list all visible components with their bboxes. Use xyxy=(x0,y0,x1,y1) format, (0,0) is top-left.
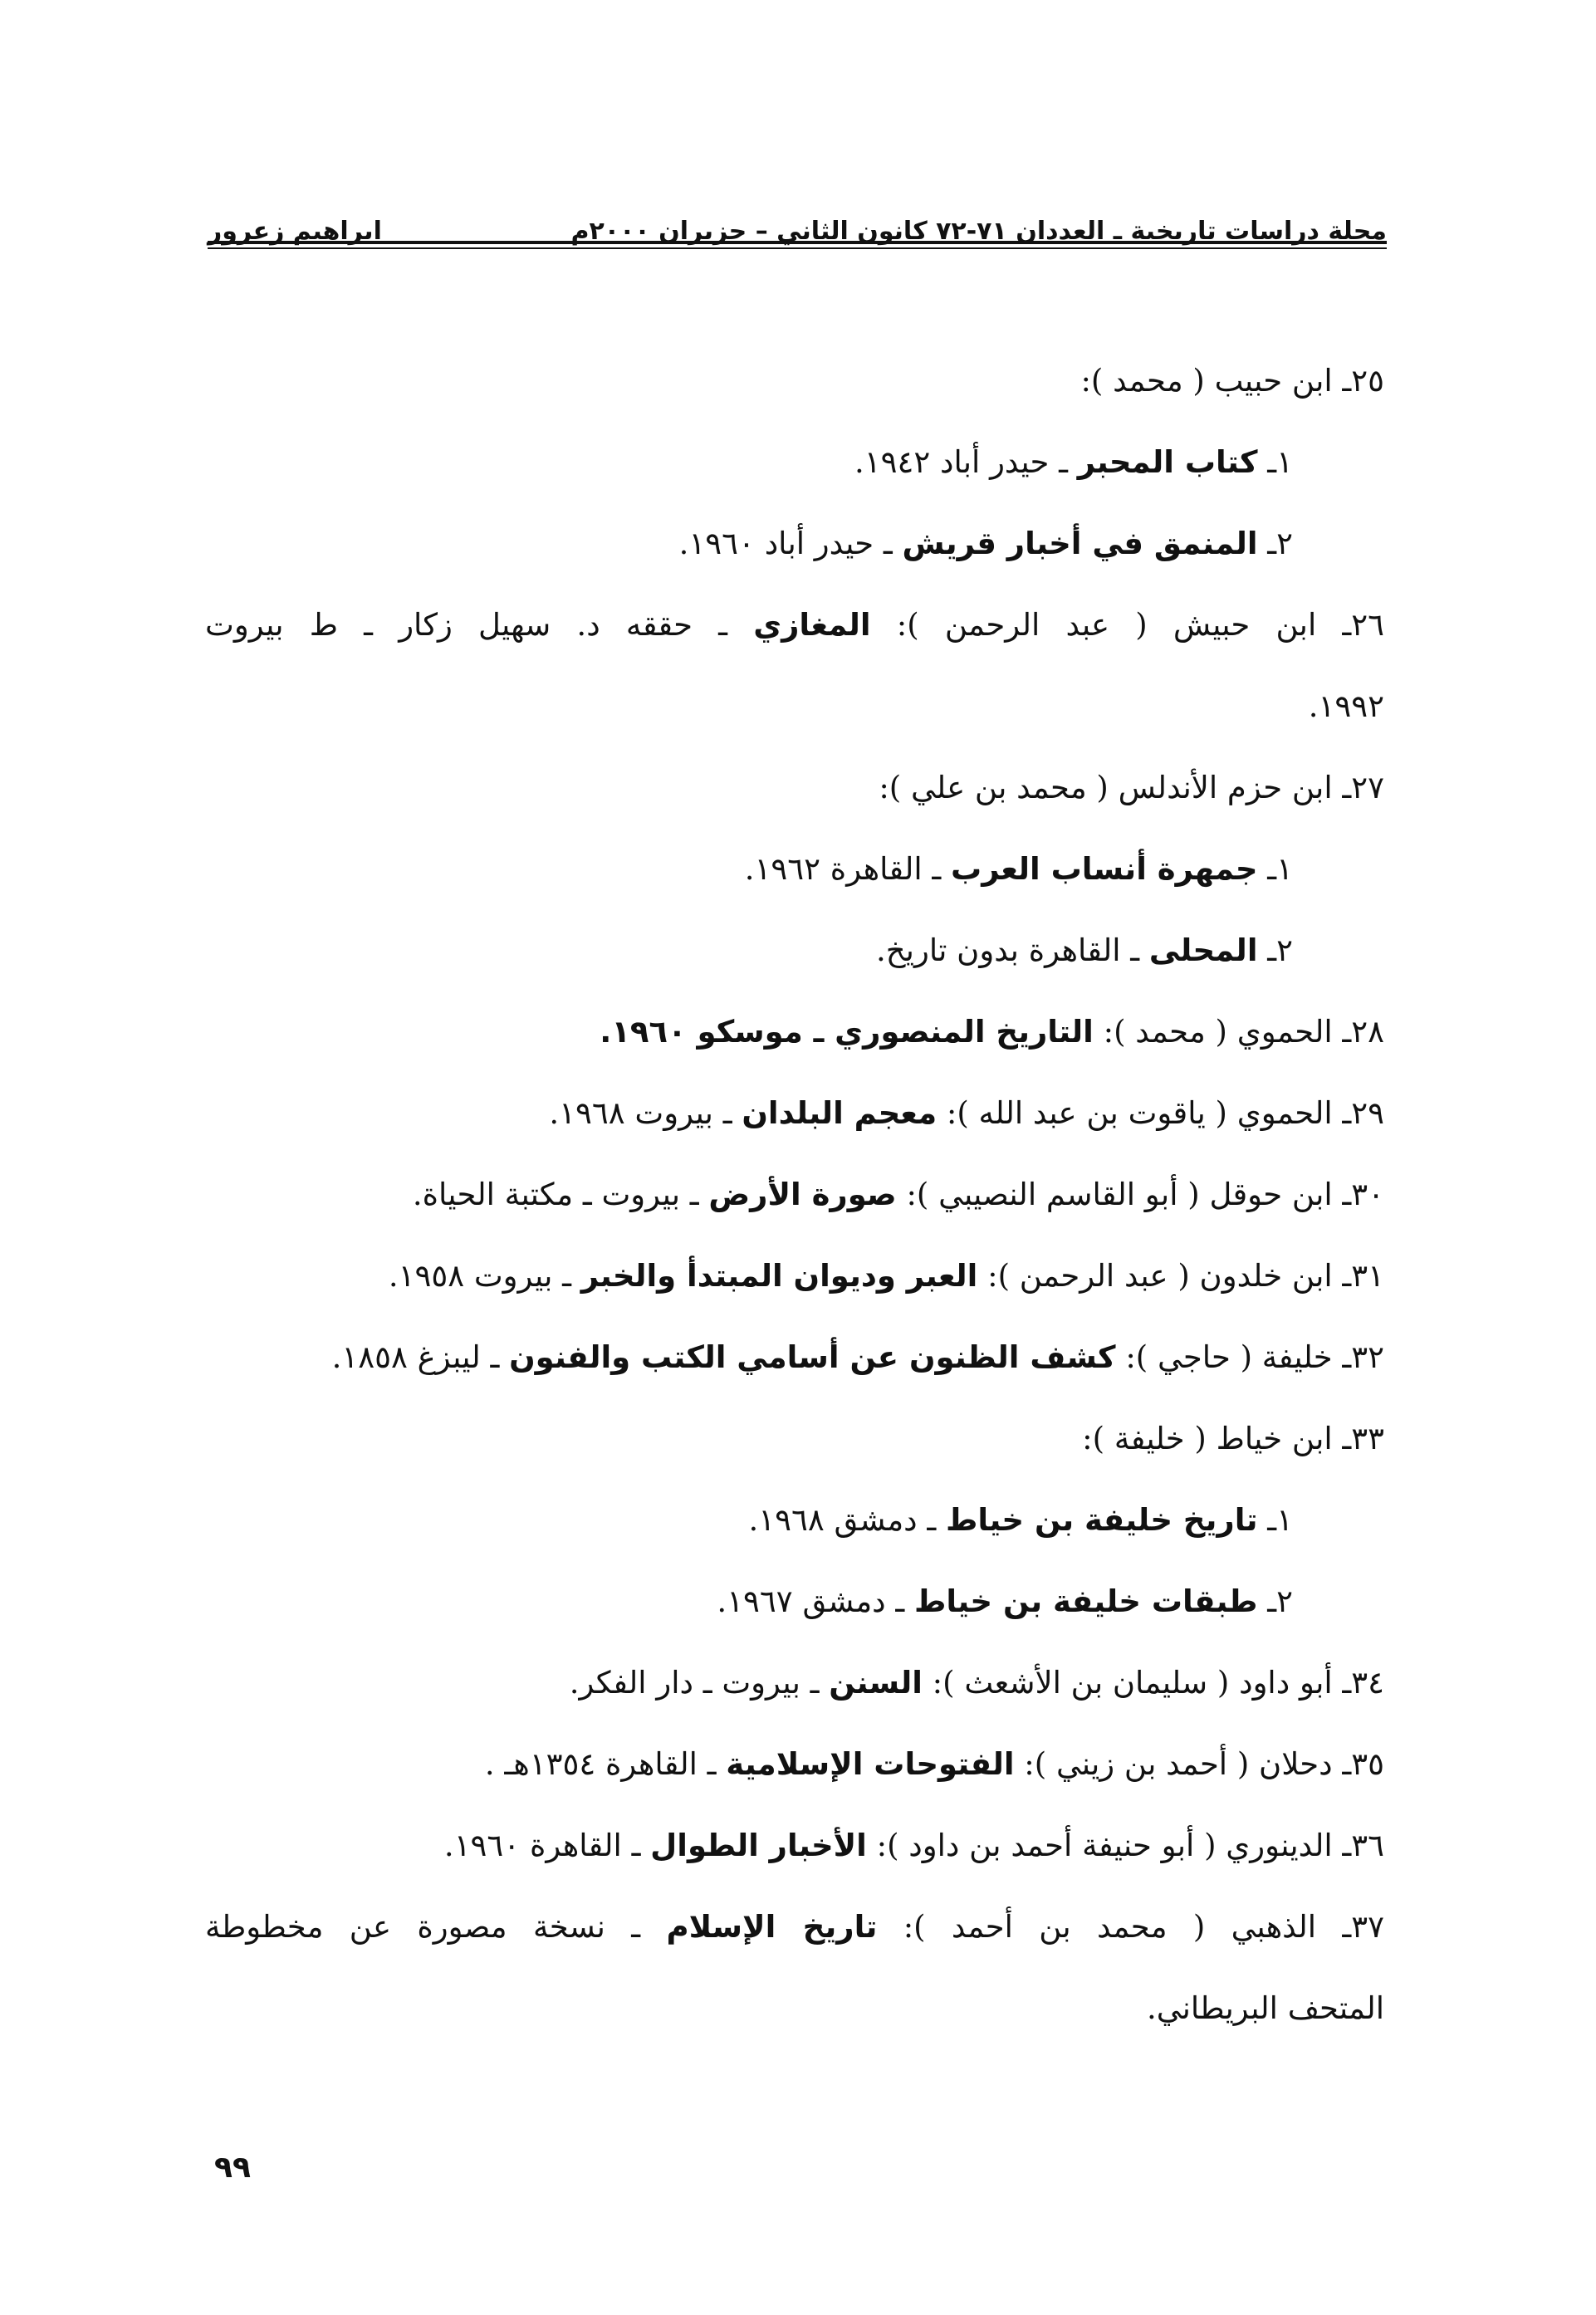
bib-entry: ٣٦ـ الدينوري ( أبو حنيفة أحمد بن داود ): الأخبار الطوال ـ القاهرة ١٩٦٠. xyxy=(443,1828,1384,1863)
page-number: ٩٩ xyxy=(214,2151,251,2185)
bib-entry: ٣١ـ ابن خلدون ( عبد الرحمن ): العبر وديوان المبتدأ والخبر ـ بيروت ١٩٥٨. xyxy=(388,1258,1384,1294)
bib-subentry: ٢ـ المنمق في أخبار قريش ـ حيدر أباد ١٩٦٠. xyxy=(678,526,1293,561)
header-rule xyxy=(208,241,1387,249)
author-name: ابراهيم زعرور xyxy=(208,217,382,246)
bib-entry: ٢٧ـ ابن حزم الأندلس ( محمد بن علي ): xyxy=(879,770,1384,805)
bib-subentry: ١ـ كتاب المحبر ـ حيدر أباد ١٩٤٢. xyxy=(854,444,1293,480)
bib-entry: ٣٤ـ أبو داود ( سليمان بن الأشعث ): السنن ـ بيروت ـ دار الفكر. xyxy=(569,1665,1384,1701)
bib-entry: ٢٦ـ ابن حبيش ( عبد الرحمن ): المغازي ـ حققه د. سهيل زكار ـ ط بيروت xyxy=(205,607,1384,643)
bib-entry: ٢٩ـ الحموي ( ياقوت بن عبد الله ): معجم البلدان ـ بيروت ١٩٦٨. xyxy=(549,1095,1384,1131)
bibliography-list xyxy=(205,340,1384,2049)
running-header xyxy=(208,196,1387,246)
bib-entry: ٢٥ـ ابن حبيب ( محمد ): xyxy=(1080,363,1384,399)
bib-entry: ٣٣ـ ابن خياط ( خليفة ): xyxy=(1082,1421,1384,1456)
bib-subentry: ١ـ تاريخ خليفة بن خياط ـ دمشق ١٩٦٨. xyxy=(748,1502,1293,1538)
bib-entry: ٢٨ـ الحموي ( محمد ): التاريخ المنصوري ـ موسكو ١٩٦٠. xyxy=(600,1014,1384,1050)
bib-entry: ٣٢ـ خليفة ( حاجي ): كشف الظنون عن أسامي الكتب والفنون ـ ليبزغ ١٨٥٨. xyxy=(331,1339,1384,1375)
header-rule-thin xyxy=(208,247,1387,249)
bib-entry-continuation: المتحف البريطاني. xyxy=(1146,1990,1384,2026)
bib-subentry: ٢ـ المحلى ـ القاهرة بدون تاريخ. xyxy=(876,932,1293,968)
journal-title: مجلة دراسات تاريخية ـ العددان ٧١-٧٢ كانون الثاني – حزيران ٢٠٠٠م xyxy=(570,217,1387,246)
header-rule-thick xyxy=(208,241,1387,244)
bib-entry: ٣٠ـ ابن حوقل ( أبو القاسم النصيبي ): صورة الأرض ـ بيروت ـ مكتبة الحياة. xyxy=(412,1177,1384,1212)
bib-entry: ٣٥ـ دحلان ( أحمد بن زيني ): الفتوحات الإسلامية ـ القاهرة ١٣٥٤هـ . xyxy=(484,1746,1384,1782)
bib-entry: ٣٧ـ الذهبي ( محمد بن أحمد ): تاريخ الإسلام ـ نسخة مصورة عن مخطوطة xyxy=(205,1909,1384,1945)
bib-subentry: ١ـ جمهرة أنساب العرب ـ القاهرة ١٩٦٢. xyxy=(744,851,1293,887)
bib-subentry: ٢ـ طبقات خليفة بن خياط ـ دمشق ١٩٦٧. xyxy=(717,1583,1293,1619)
bib-entry-continuation: ١٩٩٢. xyxy=(1308,688,1384,724)
